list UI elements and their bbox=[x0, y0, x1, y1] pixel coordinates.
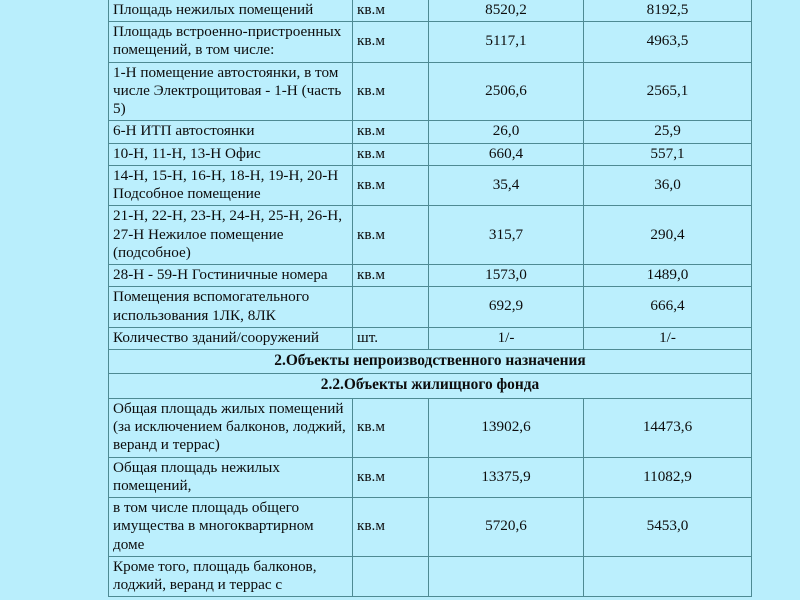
row-name-cell: 14-Н, 15-Н, 16-Н, 18-Н, 19-Н, 20-Н Подсобное помещение bbox=[109, 165, 353, 205]
row-name-cell: Кроме того, площадь балконов, лоджий, веранд и террас с bbox=[109, 556, 353, 596]
row-name-cell: в том числе площадь общего имущества в многоквартирном доме bbox=[109, 498, 353, 557]
row-value1-cell: 26,0 bbox=[429, 121, 584, 143]
row-value1-cell bbox=[429, 556, 584, 596]
table-section-row bbox=[109, 374, 752, 398]
table-row bbox=[109, 556, 752, 596]
row-value2-cell bbox=[584, 556, 752, 596]
row-value2-cell: 14473,6 bbox=[584, 398, 752, 457]
table-row bbox=[109, 457, 752, 497]
row-value2-cell: 666,4 bbox=[584, 287, 752, 327]
table-row bbox=[109, 0, 752, 22]
row-value2-cell: 1489,0 bbox=[584, 265, 752, 287]
row-value1-cell: 35,4 bbox=[429, 165, 584, 205]
table-row bbox=[109, 206, 752, 265]
row-name-cell: Площадь встроенно-пристроенных помещений, в том числе: bbox=[109, 22, 353, 62]
row-value2-cell: 36,0 bbox=[584, 165, 752, 205]
row-name-cell: 21-Н, 22-Н, 23-Н, 24-Н, 25-Н, 26-Н, 27-Н Нежилое помещение (подсобное) bbox=[109, 206, 353, 265]
row-value1-cell: 660,4 bbox=[429, 143, 584, 165]
row-unit-cell: кв.м bbox=[353, 498, 429, 557]
row-value1-cell: 5117,1 bbox=[429, 22, 584, 62]
row-value2-cell: 4963,5 bbox=[584, 22, 752, 62]
table-row bbox=[109, 62, 752, 121]
row-value2-cell: 290,4 bbox=[584, 206, 752, 265]
row-unit-cell: кв.м bbox=[353, 457, 429, 497]
row-value1-cell: 13375,9 bbox=[429, 457, 584, 497]
table-row bbox=[109, 22, 752, 62]
table-row bbox=[109, 398, 752, 457]
row-value2-cell: 5453,0 bbox=[584, 498, 752, 557]
row-unit-cell: кв.м bbox=[353, 165, 429, 205]
row-value2-cell: 557,1 bbox=[584, 143, 752, 165]
row-value2-cell: 11082,9 bbox=[584, 457, 752, 497]
row-value2-cell: 2565,1 bbox=[584, 62, 752, 121]
row-value2-cell: 25,9 bbox=[584, 121, 752, 143]
table-row bbox=[109, 121, 752, 143]
row-value1-cell: 13902,6 bbox=[429, 398, 584, 457]
row-name-cell: Помещения вспомогательного использования 1ЛК, 8ЛК bbox=[109, 287, 353, 327]
row-name-cell: Общая площадь нежилых помещений, bbox=[109, 457, 353, 497]
row-value1-cell: 5720,6 bbox=[429, 498, 584, 557]
table-row bbox=[109, 265, 752, 287]
row-unit-cell bbox=[353, 556, 429, 596]
row-unit-cell: кв.м bbox=[353, 62, 429, 121]
row-name-cell: Общая площадь жилых помещений (за исключением балконов, лоджий, веранд и террас) bbox=[109, 398, 353, 457]
row-unit-cell: кв.м bbox=[353, 22, 429, 62]
table-row bbox=[109, 287, 752, 327]
row-name-cell: Количество зданий/сооружений bbox=[109, 327, 353, 349]
row-unit-cell: шт. bbox=[353, 327, 429, 349]
row-name-cell: 1-Н помещение автостоянки, в том числе Электрощитовая - 1-Н (часть 5) bbox=[109, 62, 353, 121]
row-unit-cell: кв.м bbox=[353, 398, 429, 457]
row-unit-cell: кв.м bbox=[353, 206, 429, 265]
row-value1-cell: 8520,2 bbox=[429, 0, 584, 22]
row-value1-cell: 692,9 bbox=[429, 287, 584, 327]
row-unit-cell bbox=[353, 287, 429, 327]
table-row bbox=[109, 143, 752, 165]
row-value2-cell: 1/- bbox=[584, 327, 752, 349]
table-row bbox=[109, 165, 752, 205]
row-name-cell: 10-Н, 11-Н, 13-Н Офис bbox=[109, 143, 353, 165]
section-title: 2.2.Объекты жилищного фонда bbox=[109, 374, 752, 398]
row-unit-cell: кв.м bbox=[353, 121, 429, 143]
row-unit-cell: кв.м bbox=[353, 0, 429, 22]
row-value2-cell: 8192,5 bbox=[584, 0, 752, 22]
row-name-cell: Площадь нежилых помещений bbox=[109, 0, 353, 22]
row-value1-cell: 315,7 bbox=[429, 206, 584, 265]
table-section-row bbox=[109, 349, 752, 373]
row-name-cell: 28-Н - 59-Н Гостиничные номера bbox=[109, 265, 353, 287]
section-title: 2.Объекты непроизводственного назначения bbox=[109, 349, 752, 373]
row-value1-cell: 1/- bbox=[429, 327, 584, 349]
table-body bbox=[109, 0, 752, 597]
table-row bbox=[109, 498, 752, 557]
row-unit-cell: кв.м bbox=[353, 265, 429, 287]
row-value1-cell: 2506,6 bbox=[429, 62, 584, 121]
table-row bbox=[109, 327, 752, 349]
row-unit-cell: кв.м bbox=[353, 143, 429, 165]
table-container bbox=[108, 0, 751, 597]
building-areas-table bbox=[108, 0, 752, 597]
row-value1-cell: 1573,0 bbox=[429, 265, 584, 287]
row-name-cell: 6-Н ИТП автостоянки bbox=[109, 121, 353, 143]
